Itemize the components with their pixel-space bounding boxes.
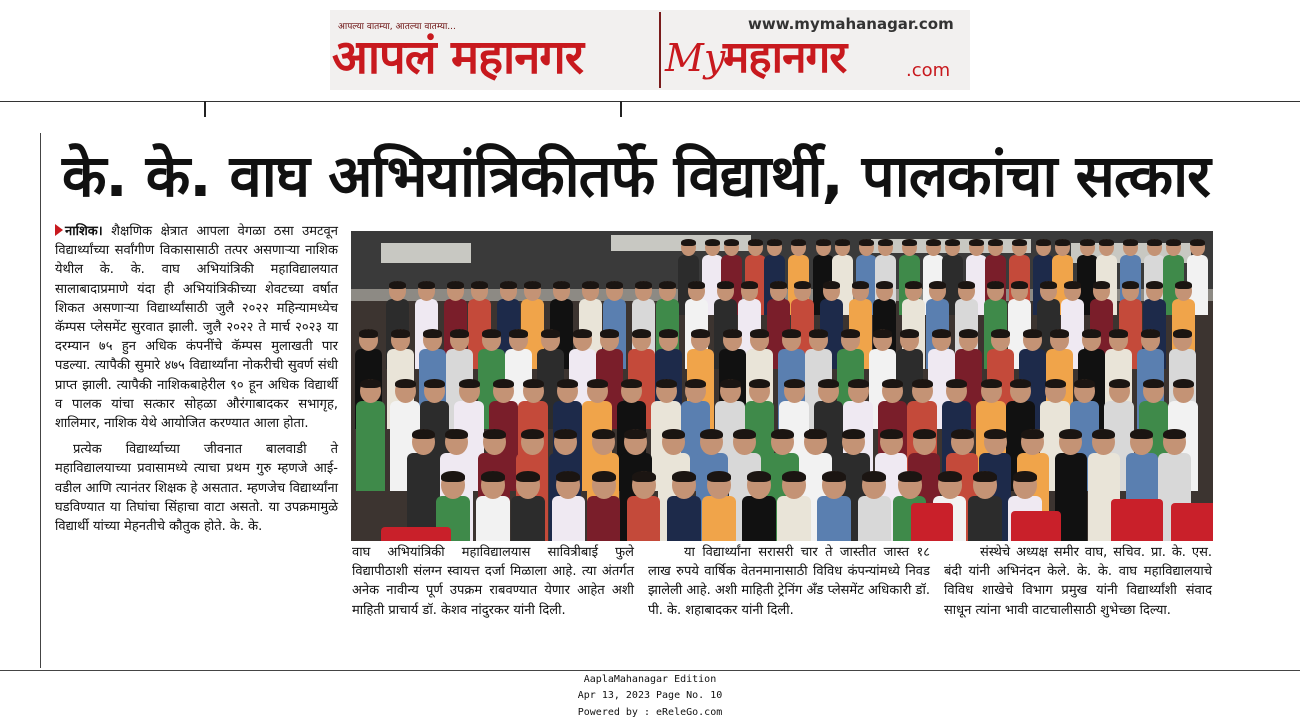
photo-person-body: [968, 496, 1002, 541]
photo-person-hair: [741, 281, 758, 289]
photo-person-hair: [418, 281, 435, 289]
photo-person-hair: [951, 429, 974, 439]
photo-person-hair: [592, 429, 615, 439]
photo-person-hair: [359, 329, 378, 338]
photo-person-hair: [705, 239, 720, 246]
photo-person-hair: [1146, 281, 1163, 289]
photo-person-hair: [688, 281, 705, 289]
photo-person-hair: [481, 471, 505, 482]
photo-person-hair: [991, 329, 1010, 338]
photo-person-hair: [987, 281, 1004, 289]
photo-person-hair: [681, 239, 696, 246]
photo-person-hair: [1109, 329, 1128, 338]
photo-person-body: [511, 496, 545, 541]
photo-person-hair: [748, 239, 763, 246]
masthead-right: [663, 10, 970, 90]
masthead-tagline: आपल्या वातम्या, आतल्या वातम्या...: [338, 22, 456, 32]
photo-person-hair: [632, 471, 656, 482]
photo-person-hair: [958, 281, 975, 289]
photo-person-hair: [946, 379, 967, 388]
photo-seat: [381, 527, 451, 541]
photo-person-hair: [423, 329, 442, 338]
photo-person-hair: [685, 379, 706, 388]
footer-edition: AaplaMahanagar Edition: [583, 674, 717, 685]
article-column-1: [55, 222, 338, 536]
photo-person-hair: [656, 379, 677, 388]
photo-person-hair: [794, 281, 811, 289]
photo-person-hair: [1036, 239, 1051, 246]
photo-person-hair: [1147, 239, 1162, 246]
masthead-divider: [659, 12, 661, 88]
photo-person-hair: [1050, 329, 1069, 338]
photo-person-hair: [809, 329, 828, 338]
article-paragraph-2: प्रत्येक विद्यार्थ्याच्या जीवनात बालवाडी ते महाविद्यालयाच्या प्रवासामध्ये त्याचा प्रथम गुरु म्हणजे आई-वडील आणि त्यानंतर शिक्षक हे असतात. म्हणजेच विद्यार्थ्यांना घडविण्यात या तिघांचा सिंहाचा वाटा असतो. या उपक्रमामुळे विद्यार्थी यांच्या मेहनतीचे कौतुक होते. के. के.: [55, 442, 338, 535]
photo-person-hair: [395, 379, 416, 388]
photo-person-hair: [659, 329, 678, 338]
photo-person-hair: [981, 379, 1002, 388]
photo-person-hair: [521, 429, 544, 439]
photo-person-hair: [767, 239, 782, 246]
article-paragraph-1: [55, 222, 338, 433]
photo-person-hair: [882, 379, 903, 388]
photo-person-hair: [445, 429, 468, 439]
photo-person-hair: [842, 429, 865, 439]
photo-person-hair: [556, 471, 580, 482]
masthead-logo: [330, 10, 970, 90]
photo-person-hair: [717, 281, 734, 289]
photo-person-hair: [791, 239, 806, 246]
photo-person-hair: [733, 429, 756, 439]
photo-person-hair: [929, 281, 946, 289]
photo-person-hair: [524, 281, 541, 289]
photo-person-hair: [662, 429, 685, 439]
photo-ceiling-light: [381, 243, 471, 263]
photo-person-hair: [913, 429, 936, 439]
photo-person-hair: [493, 379, 514, 388]
photo-person-hair: [720, 379, 741, 388]
photo-person-hair: [1093, 281, 1110, 289]
photo-person-hair: [1166, 239, 1181, 246]
photo-person-hair: [862, 471, 886, 482]
photo-person-hair: [582, 281, 599, 289]
photo-person-hair: [509, 329, 528, 338]
photo-person-hair: [541, 329, 560, 338]
photo-person-body: [702, 496, 736, 541]
photo-person-hair: [902, 239, 917, 246]
photo-person-hair: [553, 281, 570, 289]
photo-person-hair: [624, 429, 647, 439]
photo-person-hair: [873, 329, 892, 338]
article-border: [40, 133, 41, 668]
photo-seat: [1011, 511, 1061, 541]
footer-powered-by: Powered by : eReleGo.com: [577, 707, 723, 718]
photo-person-hair: [852, 281, 869, 289]
photo-person-body: [356, 401, 385, 491]
photo-person-hair: [1023, 329, 1042, 338]
photo-person-hair: [606, 281, 623, 289]
photo-person-hair: [747, 471, 771, 482]
photo-person-hair: [782, 329, 801, 338]
photo-person-hair: [632, 329, 651, 338]
photo-person-hair: [969, 239, 984, 246]
photo-person-hair: [823, 281, 840, 289]
photo-person-hair: [557, 379, 578, 388]
photo-person-hair: [912, 379, 933, 388]
photo-person-hair: [750, 329, 769, 338]
photo-person-hair: [1010, 379, 1031, 388]
article-column-4: संस्थेचे अध्यक्ष समीर वाघ, सचिव. प्रा. के. एस. बंदी यांनी अभिनंदन केले. के. के. वाघ महाविद्यालयाचे विविध शाखेचे विभाग प्रमुख यांनी विद्यार्थ्यांशी संवाद साधून त्यांना भावी वाटचालीसाठी शुभेच्छा दिल्या.: [944, 545, 1212, 618]
photo-seat: [911, 503, 953, 541]
photo-person-hair: [459, 379, 480, 388]
masthead-com-label: .com: [906, 60, 951, 81]
photo-person-hair: [988, 239, 1003, 246]
photo-person-hair: [500, 281, 517, 289]
photo-person-hair: [900, 329, 919, 338]
photo-person-hair: [523, 379, 544, 388]
photo-person-hair: [945, 239, 960, 246]
photo-person-hair: [1123, 239, 1138, 246]
photo-person-hair: [447, 281, 464, 289]
photo-person-hair: [424, 379, 445, 388]
photo-person-hair: [635, 281, 652, 289]
masthead-name-secondary: महानगर: [723, 32, 847, 83]
photo-person-hair: [932, 329, 951, 338]
photo-person-hair: [938, 471, 962, 482]
photo-person-hair: [876, 281, 893, 289]
photo-person-hair: [1175, 281, 1192, 289]
photo-person-body: [817, 496, 851, 541]
masthead-name-marathi: आपलं महानगर: [332, 30, 583, 85]
masthead-url: www.mymahanagar.com: [748, 15, 954, 33]
photo-person-body: [552, 496, 586, 541]
photo-person-body: [742, 496, 776, 541]
article-column-2: वाघ अभियांत्रिकी महाविद्यालयास सावित्रीबाई फुले विद्यापीठाशी संलग्न स्वायत्त दर्जा मिळाला आहे. त्या अंतर्गत अनेक नावीन्य पूर्ण उपक्रम राबवण्यात येणार आहेत अशी माहिती प्राचार्य डॉ. केशव नांदुरकर यांनी दिली.: [352, 545, 634, 618]
photo-person-hair: [1173, 379, 1194, 388]
photo-person-hair: [818, 379, 839, 388]
photo-person-hair: [816, 239, 831, 246]
photo-person-hair: [1173, 329, 1192, 338]
photo-person-hair: [848, 379, 869, 388]
photo-person-hair: [1141, 329, 1160, 338]
photo-person-hair: [1013, 471, 1037, 482]
photo-person-hair: [878, 239, 893, 246]
photo-person-hair: [898, 471, 922, 482]
photo-person-hair: [1011, 281, 1028, 289]
photo-person-hair: [587, 379, 608, 388]
article-dateline: नाशिक।: [65, 224, 103, 239]
photo-seat: [1111, 499, 1163, 541]
photo-person-hair: [1163, 429, 1186, 439]
photo-person-hair: [841, 329, 860, 338]
photo-person-hair: [554, 429, 577, 439]
photo-person-hair: [1064, 281, 1081, 289]
photo-person-hair: [621, 379, 642, 388]
photo-person-hair: [659, 281, 676, 289]
article-paragraph-1-text: शैक्षणिक क्षेत्रात आपला वेगळा ठसा उमटवून विद्यार्थ्यांच्या सर्वांगीण विकासासाठी तत्पर असणाऱ्या नाशिक येथील के. के. वाघ अभियांत्रिकी महाविद्यालयात सालाबादाप्रमाणे यंदा ही अभियांत्रिकीच्या शेवटच्या वर्षात शिकत असणाऱ्या विद्यार्थ्यांसाठी जुलै २०२२ महिन्यामध्येच कॅम्पस प्लेसमेंट सुरवात झाली. जुलै २०२२ ते मार्च २०२३ या दरम्यान ७५ हुन अधिक कंपनींचे कॅम्पस मुलाखती पार पडल्या. त्यापैकी सुमारे ४७५ विद्यार्थ्यांना नोकरीची सुवर्ण संधी प्राप्त झाली. त्यापैकी नाशिकबाहेरील ९० हून अधिक विद्यार्थी व पालक यांचा सत्कार सोहळा औरंगाबादकर सभागृह, शालिमार, नाशिक येथे आयोजित करण्यात आला होता.: [55, 224, 338, 432]
photo-person-hair: [880, 429, 903, 439]
photo-person-hair: [389, 281, 406, 289]
photo-person-hair: [1130, 429, 1153, 439]
footer-rule: [0, 670, 1300, 671]
photo-person-body: [587, 496, 621, 541]
photo-seat: [1171, 503, 1213, 541]
photo-person-hair: [959, 329, 978, 338]
photo-person-hair: [905, 281, 922, 289]
photo-person-hair: [1040, 281, 1057, 289]
photo-person-hair: [1055, 239, 1070, 246]
photo-person-hair: [672, 471, 696, 482]
article-column-3: या विद्यार्थ्यांना सरासरी चार ते जास्तीत जास्त १८ लाख रुपये वार्षिक वेतनमानासाठी विविध कंपन्यांमध्ये निवड झालेली आहे. अशी माहिती ट्रेनिंग अँड प्लेसमेंट अधिकारी डॉ. पी. के. शहाबादकर यांनी दिली.: [648, 545, 930, 618]
photo-person-body: [777, 496, 811, 541]
masthead-rule: [0, 101, 1300, 102]
footer-date-page: Apr 13, 2023 Page No. 10: [577, 690, 723, 701]
photo-person-hair: [1045, 379, 1066, 388]
photo-person-hair: [483, 429, 506, 439]
photo-person-hair: [926, 239, 941, 246]
photo-person-hair: [771, 429, 794, 439]
photo-person-hair: [1092, 429, 1115, 439]
photo-person-hair: [1190, 239, 1205, 246]
photo-person-hair: [724, 239, 739, 246]
photo-person-hair: [592, 471, 616, 482]
photo-person-hair: [1082, 329, 1101, 338]
photo-person-hair: [700, 429, 723, 439]
column-tick-right: [620, 101, 622, 117]
photo-person-hair: [835, 239, 850, 246]
article-headline: के. के. वाघ अभियांत्रिकीतर्फे विद्यार्थी, पालकांचा सत्कार: [62, 142, 1210, 210]
photo-person-hair: [1109, 379, 1130, 388]
photo-person-hair: [482, 329, 501, 338]
photo-person-hair: [1074, 379, 1095, 388]
photo-person-hair: [360, 379, 381, 388]
photo-person-hair: [471, 281, 488, 289]
photo-person-hair: [1122, 281, 1139, 289]
photo-person-hair: [973, 471, 997, 482]
photo-person-hair: [749, 379, 770, 388]
photo-person-hair: [450, 329, 469, 338]
photo-person-hair: [391, 329, 410, 338]
photo-person-body: [627, 496, 661, 541]
photo-person-hair: [723, 329, 742, 338]
photo-person-hair: [1059, 429, 1082, 439]
photo-person-hair: [1143, 379, 1164, 388]
dateline-arrow-icon: [55, 224, 63, 236]
photo-person-hair: [691, 329, 710, 338]
photo-person-hair: [804, 429, 827, 439]
photo-person-hair: [707, 471, 731, 482]
photo-person-hair: [1099, 239, 1114, 246]
photo-person-hair: [984, 429, 1007, 439]
photo-person-hair: [784, 379, 805, 388]
photo-person-body: [858, 496, 892, 541]
photo-person-hair: [822, 471, 846, 482]
photo-person-body: [476, 496, 510, 541]
photo-person-hair: [770, 281, 787, 289]
masthead-left: [330, 10, 658, 90]
article-photo: [351, 231, 1213, 541]
photo-person-hair: [1012, 239, 1027, 246]
photo-person-hair: [441, 471, 465, 482]
photo-person-hair: [1080, 239, 1095, 246]
masthead-my-label: My: [665, 36, 726, 80]
photo-person-hair: [782, 471, 806, 482]
photo-person-hair: [516, 471, 540, 482]
photo-person-body: [667, 496, 701, 541]
photo-person-hair: [412, 429, 435, 439]
photo-person-hair: [1021, 429, 1044, 439]
photo-person-hair: [573, 329, 592, 338]
photo-person-hair: [600, 329, 619, 338]
column-tick-left: [204, 101, 206, 117]
photo-person-hair: [859, 239, 874, 246]
